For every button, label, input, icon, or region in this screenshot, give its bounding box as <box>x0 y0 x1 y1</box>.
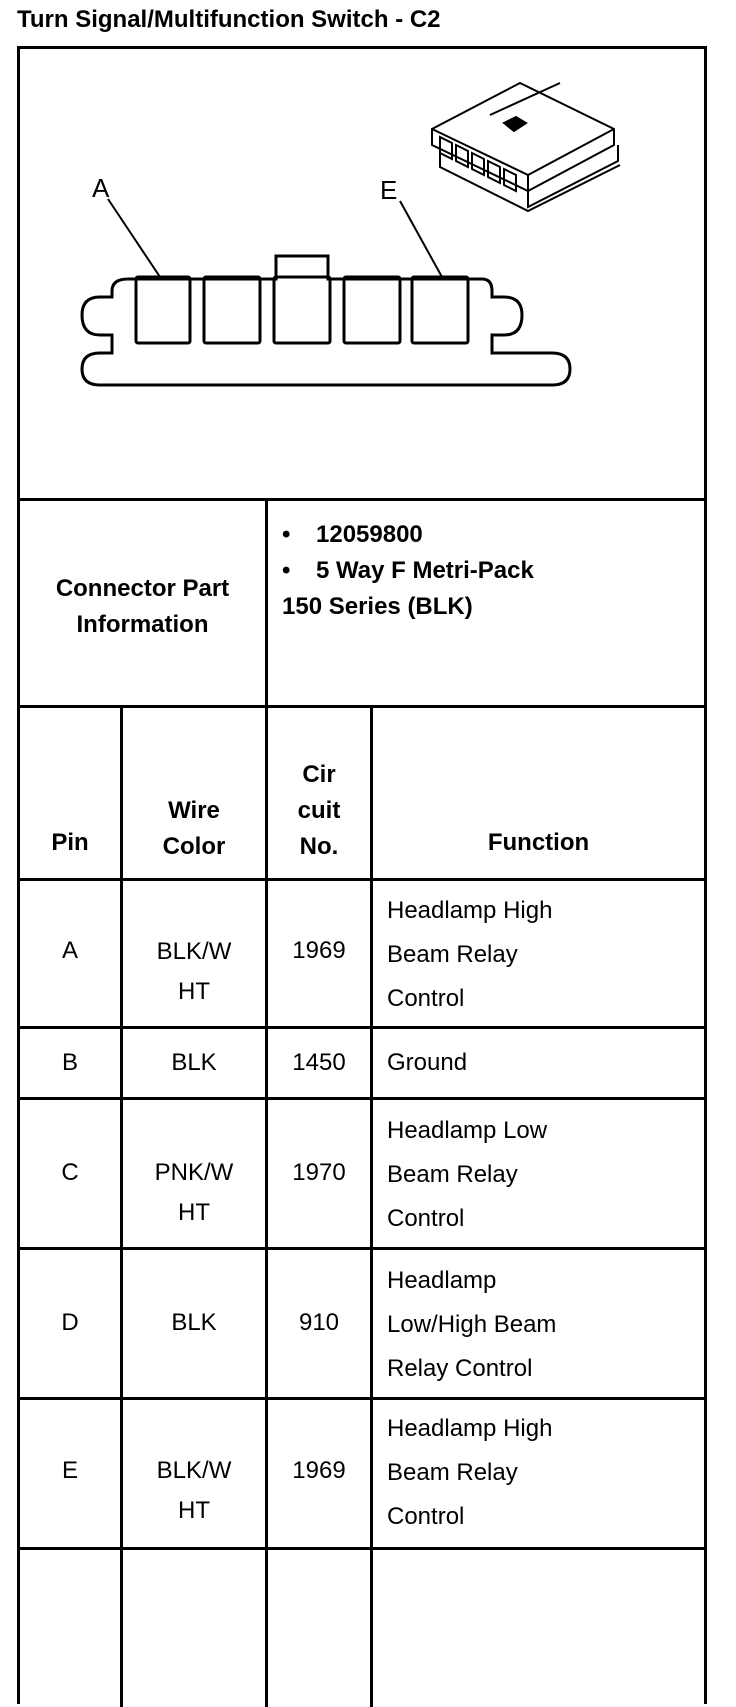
row-e-circuit: 1969 <box>292 1457 346 1484</box>
col-divider-info <box>265 498 268 705</box>
row-b-circuit: 1450 <box>292 1049 346 1076</box>
connector-part-number: • 12059800 <box>282 521 423 548</box>
connector-series: 150 Series (BLK) <box>282 593 473 620</box>
pin-cavity-a <box>136 277 190 343</box>
row-e-pin: E <box>61 1457 78 1484</box>
connector-face-outline <box>82 256 570 385</box>
row-b-wire: BLK <box>171 1049 217 1076</box>
leader-line-a <box>108 199 160 277</box>
row-a-circuit: 1969 <box>292 937 346 964</box>
row-d-circuit: 910 <box>298 1309 340 1336</box>
row-a-pin: A <box>61 937 78 964</box>
diagram-label-a: A <box>92 173 110 203</box>
row-a-wire: BLK/W HT <box>156 938 232 1005</box>
row-a-function: Headlamp High Beam Relay Control <box>387 897 553 1012</box>
row-d-wire: BLK <box>171 1309 217 1336</box>
row-e-wire: BLK/W HT <box>156 1457 232 1524</box>
connector-3d-icon <box>432 83 620 211</box>
row-b-function: Ground <box>387 1049 468 1076</box>
row-b-pin: B <box>61 1049 78 1076</box>
row-c-function: Headlamp Low Beam Relay Control <box>387 1117 548 1232</box>
row-e-function: Headlamp High Beam Relay Control <box>387 1415 553 1530</box>
row-c-wire: PNK/W HT <box>154 1159 234 1226</box>
pin-cavity-d <box>344 277 400 343</box>
connector-info-values <box>282 517 534 625</box>
row-d-function: Headlamp Low/High Beam Relay Control <box>387 1267 557 1382</box>
diagram-label-e: E <box>380 175 398 205</box>
connector-type: • 5 Way F Metri-Pack <box>282 557 534 584</box>
divider-diagram <box>20 498 704 501</box>
pin-cavity-c <box>274 277 330 343</box>
leader-line-e <box>400 201 442 277</box>
row-c-pin: C <box>61 1159 79 1186</box>
row-d-pin: D <box>61 1309 79 1336</box>
row-c-circuit: 1970 <box>292 1159 346 1186</box>
header-function: Function <box>487 829 590 856</box>
connector-info-label: Connector Part Information <box>55 575 230 638</box>
connector-table-frame <box>17 46 707 1704</box>
connector-diagram <box>20 49 704 549</box>
pin-cavity-e <box>412 277 468 343</box>
header-wire-color: Wire Color <box>162 797 226 860</box>
header-circuit-number: Cir cuit No. <box>297 761 341 860</box>
page-title: Turn Signal/Multifunction Switch - C2 <box>17 6 441 33</box>
pin-cavity-b <box>204 277 260 343</box>
header-pin: Pin <box>51 829 89 856</box>
